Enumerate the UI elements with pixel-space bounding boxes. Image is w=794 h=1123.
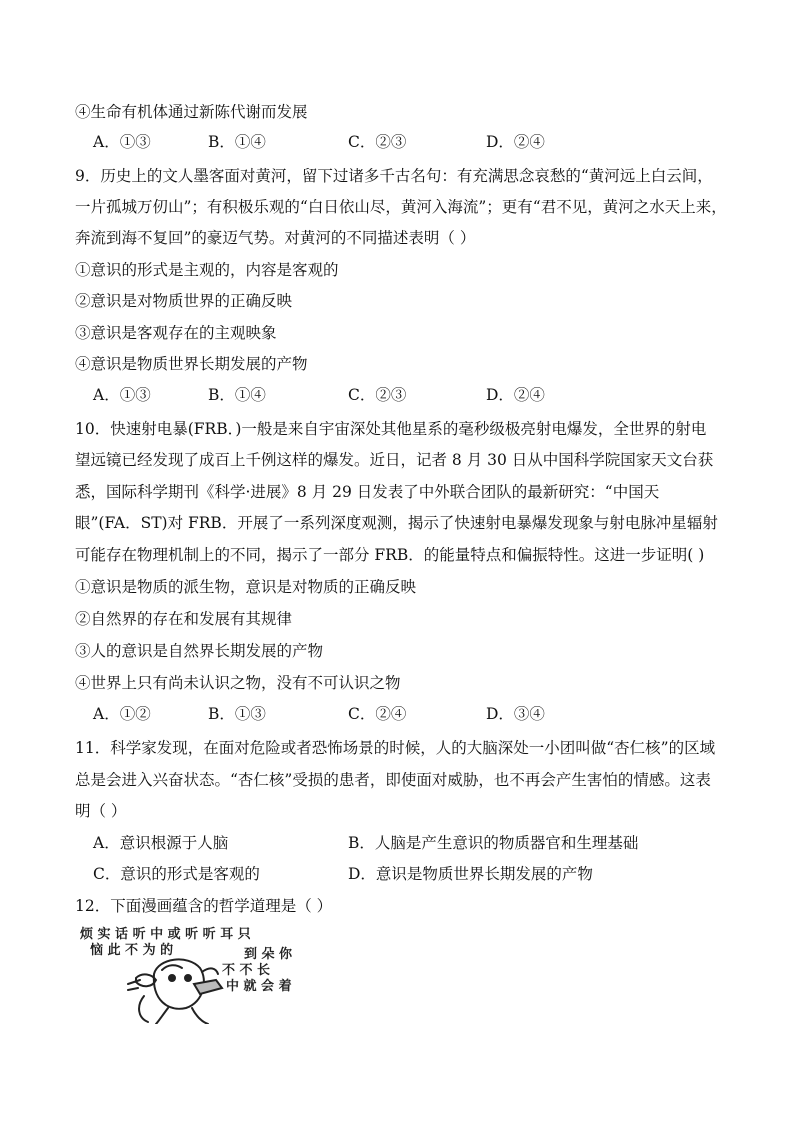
q10-statement-3: ③人的意识是自然界长期发展的产物 [75,642,324,660]
q9-stem-line-2: 一片孤城万仞山”；有积极乐观的“白日依山尽，黄河入海流”；更有“君不见，黄河之水天上来， [75,198,727,216]
cartoon-handwriting-3: 到 朵 你 [244,947,293,962]
q9-option-d: D．②④ [486,386,545,404]
q9-statement-3: ③意识是客观存在的主观映象 [75,324,277,342]
q10-statement-2: ②自然界的存在和发展有其规律 [75,610,293,628]
q10-stem-line-5: 可能存在物理机制上的不同，揭示了一部分 FRB．的能量特点和偏振特性。这进一步证明( ) [75,546,705,564]
q10-stem-line-2: 望远镜已经发现了成百上千例这样的爆发。近日，记者 8 月 30 日从中国科学院国家天文台获 [75,451,714,469]
q9-statement-1: ①意识的形式是主观的，内容是客观的 [75,261,339,279]
q10-option-b: B．①③ [208,705,266,723]
cartoon-handwriting-5: 中 就 会 着 [226,979,292,994]
q10-option-a: A．①② [93,705,151,723]
q8-option-d: D．②④ [486,133,545,151]
q9-option-b: B．①④ [208,386,266,404]
q8-option-b: B．①④ [208,133,266,151]
q9-statement-4: ④意识是物质世界长期发展的产物 [75,355,308,373]
q9-statement-2: ②意识是对物质世界的正确反映 [75,292,293,310]
cartoon-figure [128,959,222,1024]
q9-option-a: A．①③ [93,386,151,404]
q9-stem-line-1: 9．历史上的文人墨客面对黄河，留下过诸多千古名句：有充满思念哀愁的“黄河远上白云间， [75,167,713,185]
q9-stem-line-3: 奔流到海不复回”的豪迈气势。对黄河的不同描述表明（ ） [75,229,476,247]
q11-option-d: D．意识是物质世界长期发展的产物 [348,865,593,883]
q9-option-c: C．②③ [348,386,407,404]
q11-stem-line-1: 11．科学家发现，在面对危险或者恐怖场景的时候，人的大脑深处一小团叫做“杏仁核”的区域 [75,739,716,757]
q8-option-a: A．①③ [93,133,151,151]
cartoon-handwriting-1: 烦 实 话 听 中 或 听 听 耳 只 [80,927,251,942]
cartoon-handwriting-4: 不 不 长 [222,963,271,978]
q8-statement-4: ④生命有机体通过新陈代谢而发展 [75,103,308,121]
q11-stem-line-3: 明（ ） [75,802,127,820]
cartoon-handwriting-2: 恼 此 不 为 的 [90,943,174,958]
q10-option-d: D．③④ [486,705,545,723]
philosophy-cartoon [76,922,328,1024]
q8-option-c: C．②③ [348,133,407,151]
q11-stem-line-2: 总是会进入兴奋状态。“杏仁核”受损的患者，即使面对威胁，也不再会产生害怕的情感。这表 [75,771,711,789]
q10-stem-line-1: 10．快速射电暴(FRB．)一般是来自宇宙深处其他星系的毫秒级极亮射电爆发，全世界的射电 [75,420,707,438]
q11-option-a: A．意识根源于人脑 [93,834,229,852]
q12-stem-line-1: 12．下面漫画蕴含的哲学道理是（ ） [75,897,333,915]
q11-option-b: B．人脑是产生意识的物质器官和生理基础 [348,834,639,852]
cartoon-drawing [76,922,328,1024]
q11-option-c: C．意识的形式是客观的 [93,865,260,883]
q10-statement-1: ①意识是物质的派生物，意识是对物质的正确反映 [75,578,417,596]
q10-option-c: C．②④ [348,705,407,723]
q10-stem-line-3: 悉，国际科学期刊《科学·进展》8 月 29 日发表了中外联合团队的最新研究：“中国天 [75,483,660,501]
q10-stem-line-4: 眼”(FA．ST)对 FRB．开展了一系列深度观测，揭示了快速射电暴爆发现象与射电脉冲星辐射 [75,514,718,532]
q10-statement-4: ④世界上只有尚未认识之物，没有不可认识之物 [75,674,401,692]
